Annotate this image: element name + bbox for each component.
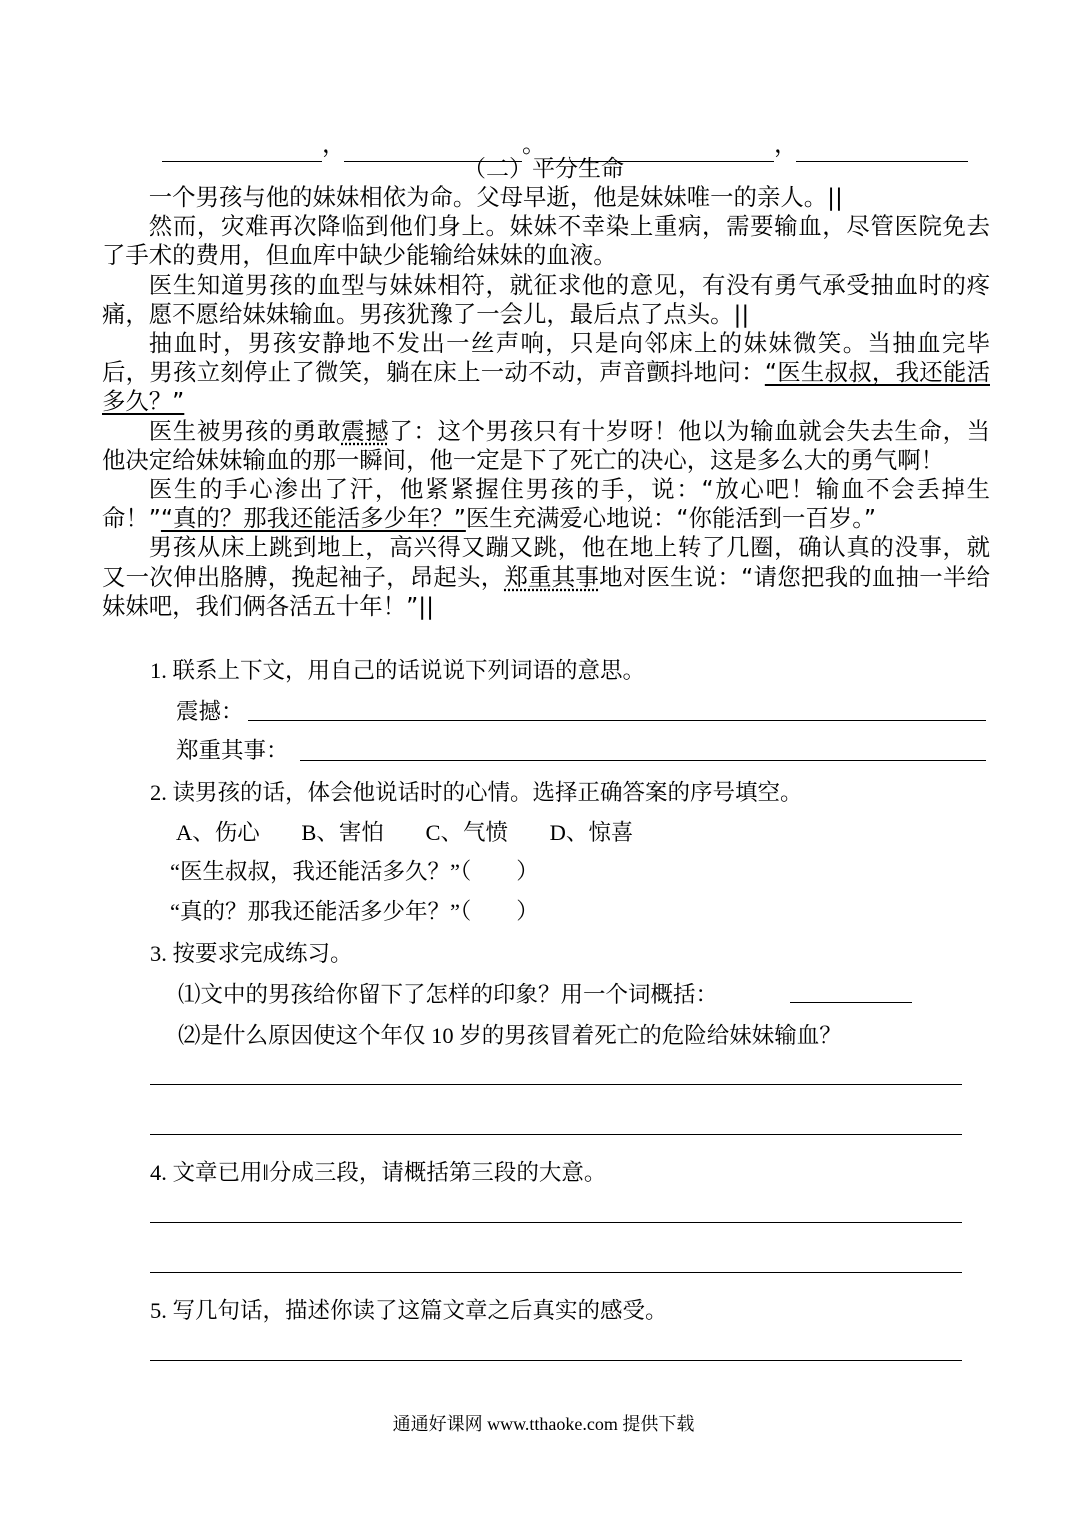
paragraph-7-text-a: 男孩从床上跳到地上，高兴得又蹦又跳，他在地上转了几圈，确认真的没事，就又一次伸出胳膊，挽起袖子，昂起头， (102, 533, 990, 591)
question-3: 3. 按要求完成练习。 (150, 941, 353, 966)
page-footer: 通通好课网 www.tthaoke.com 提供下载 (392, 1414, 695, 1434)
question-4: 4. 文章已用‖分成三段，请概括第三段的大意。 (150, 1160, 607, 1185)
answer-line-q4-a[interactable] (150, 1222, 962, 1223)
question-1: 1. 联系上下文，用自己的话说说下列词语的意思。 (150, 658, 646, 683)
paragraph-4-text: 抽血时，男孩安静地不发出一丝声响，只是向邻床上的妹妹微笑。当抽血完毕后，男孩立刻停止了微笑，躺在床上一动不动，声音颤抖地问： (102, 329, 990, 387)
option-a: A、伤心 (176, 820, 260, 845)
option-b: B、害怕 (301, 820, 384, 845)
question-2: 2. 读男孩的话，体会他说话时的心情。选择正确答案的序号填空。 (150, 780, 803, 805)
question-1-word-1: 震撼： (176, 699, 244, 724)
answer-line-q1-1[interactable] (248, 720, 986, 721)
paragraph-6 (102, 475, 990, 533)
question-1-word-2: 郑重其事： (176, 738, 289, 763)
comma-1: ， (322, 130, 346, 158)
paragraph-3: 医生知道男孩的血型与妹妹相符，就征求他的意见，有没有勇气承受抽血时的疼痛，愿不愿给妹妹输血。男孩犹豫了一会儿，最后点了点头。|| (102, 270, 990, 328)
comma-2: ， (774, 130, 798, 158)
period-1: 。 (522, 130, 546, 158)
option-d: D、惊喜 (549, 820, 634, 845)
question-2-sentence-2[interactable]: “真的？那我还能活多少年？”（ ） (170, 899, 539, 924)
answer-line-q5[interactable] (150, 1360, 962, 1361)
paragraph-5-text-b: 了：这个男孩只有十岁呀！他以为输血就会失去生命，当他决定给妹妹输血的那一瞬间，他一定是下了死亡的决心，这是多么大的勇气啊！ (102, 416, 991, 474)
dotted-word-zhenhan: 震撼 (341, 416, 390, 445)
paragraph-7 (102, 533, 990, 621)
answer-line-q1-2[interactable] (300, 760, 986, 761)
underlined-quote-1: “医生叔叔，我还能活多久？” (102, 358, 990, 416)
question-5: 5. 写几句话，描述你读了这篇文章之后真实的感受。 (150, 1298, 668, 1323)
paragraph-5-text-a: 医生被男孩的勇敢 (148, 416, 342, 445)
underlined-quote-2: “真的？那我还能活多少年？” (160, 504, 466, 533)
question-2-sentence-1[interactable]: “医生叔叔，我还能活多久？”（ ） (170, 859, 539, 884)
answer-line-q3-1[interactable] (790, 1002, 912, 1003)
paragraph-4 (102, 329, 990, 417)
question-2-options (176, 818, 669, 848)
answer-line-q3-2b[interactable] (150, 1134, 962, 1135)
question-3-part-2: ⑵是什么原因使这个年仅 10 岁的男孩冒着死亡的危险给妹妹输血？ (178, 1023, 842, 1048)
dotted-word-zhengzhongqishi: 郑重其事 (504, 562, 600, 591)
answer-line-q3-2a[interactable] (150, 1084, 962, 1085)
option-c: C、气愤 (425, 820, 509, 845)
paragraph-6-text-a: 医生的手心渗出了汗，他紧紧握住男孩的手，说：“放心吧！输血不会丢掉生命！” (102, 475, 990, 533)
passage-title: （二）平分生命 (463, 156, 624, 182)
paragraph-6-text-b: 医生充满爱心地说：“你能活到一百岁。” (465, 504, 877, 533)
paragraph-5 (102, 417, 990, 475)
paragraph-1: 一个男孩与他的妹妹相依为命。父母早逝，他是妹妹唯一的亲人。|| (148, 183, 843, 211)
question-3-part-1: ⑴文中的男孩给你留下了怎样的印象？用一个词概括： (178, 982, 719, 1007)
answer-line-q4-b[interactable] (150, 1272, 962, 1273)
paragraph-7-text-b: 地对医生说：“请您把我的血抽一半给妹妹吧，我们俩各活五十年！”|| (102, 562, 991, 620)
paragraph-2: 然而，灾难再次降临到他们身上。妹妹不幸染上重病，需要输血，尽管医院免去了手术的费用，但血库中缺少能输给妹妹的血液。 (102, 212, 990, 270)
passage-body (102, 183, 990, 621)
